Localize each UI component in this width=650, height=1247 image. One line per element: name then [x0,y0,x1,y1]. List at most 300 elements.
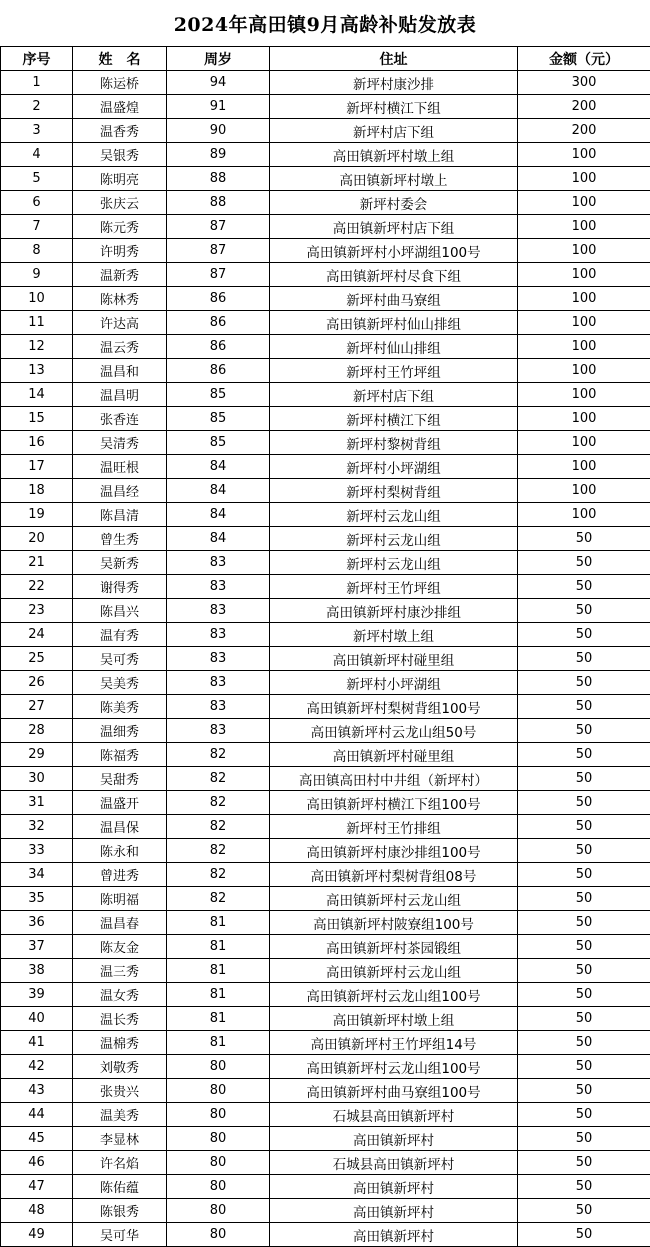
cell-amount: 200 [518,119,650,143]
cell-age: 82 [167,743,270,767]
table-row [1,1127,650,1151]
table-row [1,239,650,263]
table-row [1,527,650,551]
cell-address: 新坪村云龙山组 [270,503,518,527]
cell-age: 81 [167,959,270,983]
cell-age: 81 [167,1007,270,1031]
table-row [1,407,650,431]
cell-age: 87 [167,263,270,287]
cell-serial: 1 [1,71,73,95]
cell-amount: 100 [518,335,650,359]
header-address: 住址 [270,47,518,71]
cell-name: 曾生秀 [73,527,167,551]
cell-name: 许名焰 [73,1151,167,1175]
cell-age: 80 [167,1079,270,1103]
cell-name: 陈昌兴 [73,599,167,623]
cell-name: 陈昌清 [73,503,167,527]
cell-name: 温盛煌 [73,95,167,119]
table-row [1,599,650,623]
cell-address: 新坪村店下组 [270,383,518,407]
cell-address: 高田镇新坪村 [270,1223,518,1247]
cell-address: 高田镇高田村中井组（新坪村） [270,767,518,791]
cell-address: 高田镇新坪村尽食下组 [270,263,518,287]
cell-serial: 15 [1,407,73,431]
table-row [1,767,650,791]
cell-serial: 48 [1,1199,73,1223]
table-row [1,575,650,599]
cell-amount: 100 [518,167,650,191]
cell-name: 温盛开 [73,791,167,815]
cell-amount: 50 [518,743,650,767]
cell-name: 温昌和 [73,359,167,383]
cell-amount: 50 [518,911,650,935]
cell-address: 新坪村曲马寮组 [270,287,518,311]
cell-age: 83 [167,599,270,623]
cell-address: 高田镇新坪村 [270,1175,518,1199]
cell-name: 温长秀 [73,1007,167,1031]
cell-amount: 50 [518,1223,650,1247]
cell-name: 陈明福 [73,887,167,911]
table-row [1,959,650,983]
cell-name: 吴可华 [73,1223,167,1247]
cell-serial: 45 [1,1127,73,1151]
table-row [1,695,650,719]
cell-address: 高田镇新坪村云龙山组100号 [270,983,518,1007]
cell-age: 94 [167,71,270,95]
cell-amount: 100 [518,383,650,407]
table-row [1,503,650,527]
table-row [1,983,650,1007]
cell-address: 新坪村店下组 [270,119,518,143]
cell-address: 高田镇新坪村茶园锻组 [270,935,518,959]
cell-address: 高田镇新坪村云龙山组100号 [270,1055,518,1079]
cell-amount: 50 [518,551,650,575]
cell-amount: 50 [518,935,650,959]
cell-age: 86 [167,311,270,335]
cell-address: 高田镇新坪村仙山排组 [270,311,518,335]
cell-address: 新坪村王竹坪组 [270,359,518,383]
table-row [1,719,650,743]
cell-address: 新坪村横江下组 [270,95,518,119]
cell-amount: 50 [518,1031,650,1055]
cell-amount: 50 [518,1199,650,1223]
table-row [1,911,650,935]
cell-name: 陈银秀 [73,1199,167,1223]
cell-age: 89 [167,143,270,167]
cell-amount: 50 [518,719,650,743]
table-row [1,887,650,911]
cell-address: 高田镇新坪村云龙山组 [270,887,518,911]
cell-serial: 32 [1,815,73,839]
table-row [1,791,650,815]
cell-amount: 100 [518,479,650,503]
cell-address: 新坪村小坪湖组 [270,671,518,695]
cell-amount: 100 [518,311,650,335]
cell-amount: 200 [518,95,650,119]
cell-serial: 37 [1,935,73,959]
cell-age: 81 [167,1031,270,1055]
cell-amount: 100 [518,503,650,527]
cell-serial: 2 [1,95,73,119]
cell-age: 82 [167,815,270,839]
cell-name: 温昌保 [73,815,167,839]
cell-amount: 100 [518,455,650,479]
cell-amount: 50 [518,527,650,551]
cell-age: 86 [167,359,270,383]
cell-name: 吴清秀 [73,431,167,455]
cell-amount: 50 [518,1079,650,1103]
cell-serial: 44 [1,1103,73,1127]
cell-age: 84 [167,503,270,527]
table-row [1,359,650,383]
cell-serial: 19 [1,503,73,527]
cell-age: 84 [167,479,270,503]
cell-serial: 23 [1,599,73,623]
cell-amount: 50 [518,1103,650,1127]
table-row [1,551,650,575]
cell-age: 87 [167,215,270,239]
cell-address: 高田镇新坪村梨树背组100号 [270,695,518,719]
cell-serial: 30 [1,767,73,791]
cell-serial: 9 [1,263,73,287]
cell-age: 83 [167,647,270,671]
table-row [1,1103,650,1127]
cell-name: 曾进秀 [73,863,167,887]
cell-address: 高田镇新坪村墩上 [270,167,518,191]
cell-name: 吴甜秀 [73,767,167,791]
cell-name: 温昌明 [73,383,167,407]
cell-age: 86 [167,287,270,311]
cell-amount: 50 [518,575,650,599]
cell-serial: 17 [1,455,73,479]
cell-serial: 21 [1,551,73,575]
table-row [1,1199,650,1223]
cell-age: 83 [167,551,270,575]
cell-amount: 100 [518,215,650,239]
cell-name: 刘敬秀 [73,1055,167,1079]
subsidy-table [0,46,650,1247]
cell-name: 温云秀 [73,335,167,359]
cell-age: 85 [167,431,270,455]
cell-serial: 7 [1,215,73,239]
table-row [1,839,650,863]
header-serial: 序号 [1,47,73,71]
cell-address: 石城县高田镇新坪村 [270,1151,518,1175]
cell-name: 吴美秀 [73,671,167,695]
cell-name: 温新秀 [73,263,167,287]
cell-address: 新坪村委会 [270,191,518,215]
cell-amount: 300 [518,71,650,95]
cell-amount: 100 [518,431,650,455]
table-row [1,479,650,503]
cell-address: 高田镇新坪村陂寮组100号 [270,911,518,935]
table-row [1,1055,650,1079]
cell-age: 80 [167,1223,270,1247]
cell-age: 83 [167,695,270,719]
cell-address: 新坪村云龙山组 [270,527,518,551]
cell-name: 陈运桥 [73,71,167,95]
cell-address: 高田镇新坪村康沙排组100号 [270,839,518,863]
cell-name: 吴银秀 [73,143,167,167]
cell-age: 85 [167,383,270,407]
cell-age: 91 [167,95,270,119]
table-row [1,383,650,407]
cell-serial: 14 [1,383,73,407]
cell-address: 新坪村横江下组 [270,407,518,431]
cell-amount: 50 [518,887,650,911]
table-row [1,311,650,335]
cell-serial: 40 [1,1007,73,1031]
cell-age: 85 [167,407,270,431]
cell-amount: 100 [518,239,650,263]
cell-name: 许明秀 [73,239,167,263]
cell-name: 温女秀 [73,983,167,1007]
cell-amount: 50 [518,695,650,719]
cell-serial: 26 [1,671,73,695]
cell-age: 83 [167,719,270,743]
cell-address: 高田镇新坪村康沙排组 [270,599,518,623]
cell-amount: 50 [518,1007,650,1031]
table-row [1,1007,650,1031]
header-name: 姓 名 [73,47,167,71]
cell-amount: 50 [518,863,650,887]
cell-serial: 11 [1,311,73,335]
cell-address: 新坪村小坪湖组 [270,455,518,479]
cell-amount: 50 [518,1055,650,1079]
cell-age: 82 [167,863,270,887]
table-row [1,623,650,647]
cell-age: 90 [167,119,270,143]
cell-name: 吴新秀 [73,551,167,575]
cell-name: 吴可秀 [73,647,167,671]
cell-name: 温昌经 [73,479,167,503]
cell-amount: 50 [518,791,650,815]
cell-name: 温昌春 [73,911,167,935]
cell-age: 80 [167,1055,270,1079]
cell-age: 81 [167,983,270,1007]
cell-address: 新坪村云龙山组 [270,551,518,575]
table-row [1,1151,650,1175]
cell-address: 高田镇新坪村碰里组 [270,743,518,767]
cell-serial: 8 [1,239,73,263]
header-age: 周岁 [167,47,270,71]
table-row [1,863,650,887]
cell-age: 82 [167,767,270,791]
cell-address: 高田镇新坪村王竹坪组14号 [270,1031,518,1055]
table-row [1,431,650,455]
header-amount: 金额（元） [518,47,650,71]
cell-address: 新坪村梨树背组 [270,479,518,503]
cell-age: 83 [167,575,270,599]
cell-serial: 13 [1,359,73,383]
table-row [1,1031,650,1055]
table-title: 2024年高田镇9月高龄补贴发放表 [173,14,477,36]
cell-amount: 50 [518,767,650,791]
cell-address: 新坪村仙山排组 [270,335,518,359]
cell-age: 81 [167,911,270,935]
cell-age: 80 [167,1175,270,1199]
cell-name: 陈明亮 [73,167,167,191]
table-row [1,95,650,119]
cell-serial: 39 [1,983,73,1007]
cell-amount: 50 [518,959,650,983]
table-row [1,815,650,839]
cell-address: 高田镇新坪村 [270,1127,518,1151]
cell-serial: 10 [1,287,73,311]
table-body [1,71,650,1247]
cell-name: 陈元秀 [73,215,167,239]
cell-name: 谢得秀 [73,575,167,599]
table-row [1,119,650,143]
table-row [1,167,650,191]
table-row [1,191,650,215]
cell-amount: 50 [518,815,650,839]
cell-amount: 50 [518,839,650,863]
cell-serial: 3 [1,119,73,143]
cell-amount: 100 [518,143,650,167]
cell-address: 高田镇新坪村云龙山组 [270,959,518,983]
cell-address: 高田镇新坪村横江下组100号 [270,791,518,815]
cell-amount: 50 [518,671,650,695]
cell-age: 83 [167,671,270,695]
cell-age: 84 [167,455,270,479]
cell-age: 80 [167,1103,270,1127]
cell-name: 张香连 [73,407,167,431]
cell-amount: 100 [518,407,650,431]
cell-serial: 18 [1,479,73,503]
cell-amount: 50 [518,1127,650,1151]
cell-name: 陈永和 [73,839,167,863]
cell-serial: 34 [1,863,73,887]
cell-name: 陈美秀 [73,695,167,719]
cell-age: 81 [167,935,270,959]
cell-age: 84 [167,527,270,551]
table-row [1,287,650,311]
table-row [1,935,650,959]
cell-name: 温棉秀 [73,1031,167,1055]
cell-amount: 100 [518,287,650,311]
cell-address: 新坪村康沙排 [270,71,518,95]
cell-serial: 5 [1,167,73,191]
cell-name: 温三秀 [73,959,167,983]
cell-age: 80 [167,1151,270,1175]
cell-name: 温美秀 [73,1103,167,1127]
table-row [1,263,650,287]
cell-serial: 12 [1,335,73,359]
table-row [1,1175,650,1199]
cell-amount: 50 [518,647,650,671]
table-row [1,1223,650,1247]
table-row [1,647,650,671]
table-row [1,1079,650,1103]
cell-amount: 100 [518,359,650,383]
cell-serial: 22 [1,575,73,599]
cell-name: 温有秀 [73,623,167,647]
cell-serial: 27 [1,695,73,719]
cell-address: 高田镇新坪村梨树背组08号 [270,863,518,887]
cell-serial: 29 [1,743,73,767]
table-row [1,215,650,239]
cell-serial: 49 [1,1223,73,1247]
cell-serial: 33 [1,839,73,863]
cell-address: 新坪村王竹坪组 [270,575,518,599]
cell-serial: 4 [1,143,73,167]
cell-address: 高田镇新坪村墩上组 [270,143,518,167]
cell-age: 88 [167,167,270,191]
cell-serial: 38 [1,959,73,983]
cell-address: 高田镇新坪村小坪湖组100号 [270,239,518,263]
table-row [1,335,650,359]
cell-address: 高田镇新坪村碰里组 [270,647,518,671]
cell-serial: 43 [1,1079,73,1103]
cell-age: 82 [167,791,270,815]
cell-age: 83 [167,623,270,647]
cell-serial: 28 [1,719,73,743]
cell-amount: 50 [518,623,650,647]
cell-name: 陈友金 [73,935,167,959]
table-row [1,143,650,167]
cell-serial: 42 [1,1055,73,1079]
cell-serial: 20 [1,527,73,551]
cell-age: 88 [167,191,270,215]
cell-name: 许达高 [73,311,167,335]
cell-amount: 50 [518,1175,650,1199]
cell-amount: 100 [518,263,650,287]
cell-serial: 31 [1,791,73,815]
cell-name: 张庆云 [73,191,167,215]
cell-address: 高田镇新坪村店下组 [270,215,518,239]
cell-serial: 41 [1,1031,73,1055]
cell-serial: 35 [1,887,73,911]
cell-name: 陈佑蕴 [73,1175,167,1199]
header-row [1,47,650,71]
cell-name: 张贵兴 [73,1079,167,1103]
cell-address: 新坪村黎树背组 [270,431,518,455]
cell-address: 高田镇新坪村墩上组 [270,1007,518,1031]
cell-serial: 47 [1,1175,73,1199]
cell-serial: 16 [1,431,73,455]
cell-amount: 50 [518,599,650,623]
cell-serial: 36 [1,911,73,935]
cell-name: 温细秀 [73,719,167,743]
table-row [1,455,650,479]
cell-age: 86 [167,335,270,359]
cell-name: 温旺根 [73,455,167,479]
cell-age: 87 [167,239,270,263]
cell-address: 高田镇新坪村 [270,1199,518,1223]
cell-amount: 100 [518,191,650,215]
cell-amount: 50 [518,1151,650,1175]
cell-name: 温香秀 [73,119,167,143]
cell-address: 高田镇新坪村曲马寮组100号 [270,1079,518,1103]
cell-serial: 46 [1,1151,73,1175]
cell-serial: 25 [1,647,73,671]
cell-name: 陈林秀 [73,287,167,311]
table-row [1,71,650,95]
cell-address: 新坪村墩上组 [270,623,518,647]
cell-address: 新坪村王竹排组 [270,815,518,839]
table-row [1,671,650,695]
cell-age: 82 [167,839,270,863]
cell-age: 80 [167,1127,270,1151]
cell-amount: 50 [518,983,650,1007]
cell-address: 高田镇新坪村云龙山组50号 [270,719,518,743]
table-row [1,743,650,767]
cell-age: 80 [167,1199,270,1223]
cell-address: 石城县高田镇新坪村 [270,1103,518,1127]
cell-serial: 6 [1,191,73,215]
cell-name: 李显林 [73,1127,167,1151]
